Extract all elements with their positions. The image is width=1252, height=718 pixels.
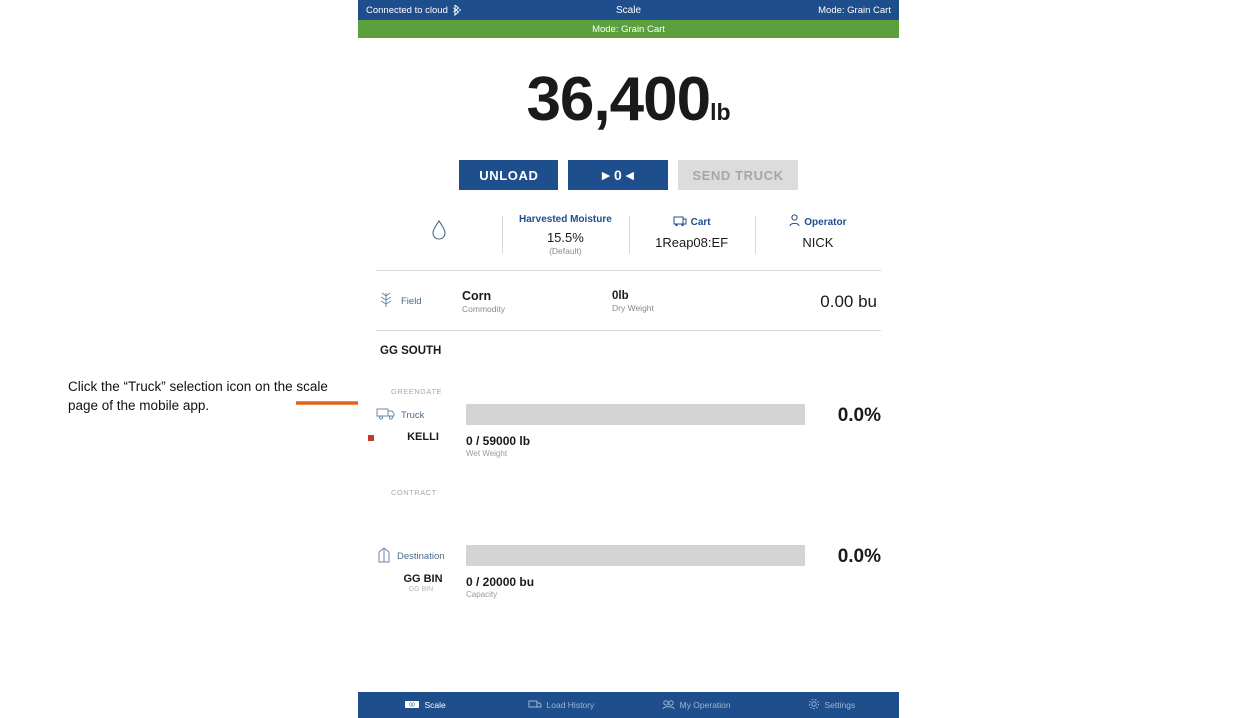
action-button-row bbox=[358, 160, 899, 190]
truck-label: Truck bbox=[401, 409, 425, 421]
tab-scale[interactable] bbox=[358, 692, 493, 718]
truck-amount-label: Wet Weight bbox=[466, 449, 508, 458]
dry-weight-block bbox=[612, 290, 820, 313]
cart-head bbox=[633, 214, 751, 231]
dry-weight-value: 0lb bbox=[612, 290, 629, 302]
send-truck-button[interactable]: SEND TRUCK bbox=[678, 160, 797, 190]
tab-my-operation[interactable] bbox=[629, 692, 764, 718]
commodity-block bbox=[462, 289, 612, 314]
truck-icon-label[interactable] bbox=[376, 406, 466, 424]
commodity-label: Commodity bbox=[462, 304, 505, 314]
mobile-app-window bbox=[358, 0, 899, 718]
moisture-icon-cell bbox=[376, 214, 502, 256]
truck-name: KELLI bbox=[407, 431, 439, 443]
tab-bar bbox=[358, 692, 899, 718]
field-icon bbox=[376, 291, 396, 312]
contract-caption: CONTRACT bbox=[391, 488, 437, 497]
mode-bar-label: Mode: Grain Cart bbox=[592, 23, 665, 35]
operator-value: NICK bbox=[802, 235, 834, 250]
svg-text:00: 00 bbox=[409, 702, 416, 708]
unload-button[interactable]: UNLOAD bbox=[459, 160, 558, 190]
destination-progress-block bbox=[466, 541, 805, 599]
destination-amount-label: Capacity bbox=[466, 590, 498, 599]
operator-label: Operator bbox=[804, 216, 847, 228]
field-row[interactable] bbox=[376, 289, 881, 331]
truck-name-wrap bbox=[376, 431, 466, 443]
mode-bar bbox=[358, 20, 899, 38]
connection-label: Connected to cloud bbox=[366, 4, 448, 16]
destination-row[interactable] bbox=[376, 541, 881, 599]
truck-selector[interactable] bbox=[376, 400, 466, 443]
field-name: GG SOUTH bbox=[380, 345, 442, 357]
destination-name: GG BIN bbox=[403, 573, 443, 585]
harvested-moisture-cell[interactable] bbox=[502, 214, 628, 256]
truck-progress-block bbox=[466, 400, 805, 458]
truck-row[interactable] bbox=[376, 400, 881, 458]
cart-value: 1Reap08:EF bbox=[655, 235, 729, 250]
operator-icon bbox=[789, 214, 800, 231]
destination-progress-bar bbox=[466, 545, 805, 566]
tab-settings-label: Settings bbox=[824, 700, 856, 710]
history-icon bbox=[528, 699, 542, 712]
water-drop-icon bbox=[380, 220, 498, 245]
scale-icon bbox=[405, 699, 419, 712]
settings-icon bbox=[808, 698, 820, 712]
operation-icon bbox=[662, 699, 675, 712]
truck-progress-bar bbox=[466, 404, 805, 425]
status-bar bbox=[358, 0, 899, 20]
zero-scale-button[interactable]: ►0◄ bbox=[568, 160, 668, 190]
info-strip bbox=[376, 214, 881, 271]
destination-name-sub: GG BIN bbox=[408, 586, 434, 593]
weight-unit: lb bbox=[710, 99, 731, 125]
tab-my-operation-label: My Operation bbox=[679, 700, 731, 710]
annotation-text: Click the “Truck” selection icon on the scale page of the mobile app. bbox=[68, 379, 328, 413]
cart-label: Cart bbox=[690, 216, 711, 228]
greengate-caption: GREENGATE bbox=[391, 387, 443, 396]
dry-weight-label: Dry Weight bbox=[612, 303, 654, 313]
truck-status-badge bbox=[368, 435, 374, 441]
commodity-value: Corn bbox=[462, 289, 492, 303]
weight-readout bbox=[358, 38, 899, 138]
truck-percent: 0.0% bbox=[837, 405, 881, 426]
operator-head bbox=[759, 214, 877, 231]
tab-load-history[interactable] bbox=[493, 692, 628, 718]
bin-icon bbox=[376, 547, 392, 566]
harvested-moisture-sub: (Default) bbox=[549, 246, 582, 256]
field-label: Field bbox=[401, 296, 422, 307]
tab-scale-label: Scale bbox=[424, 700, 446, 710]
truck-icon[interactable] bbox=[376, 406, 396, 424]
destination-label: Destination bbox=[397, 551, 445, 562]
cart-icon bbox=[673, 214, 687, 231]
destination-percent: 0.0% bbox=[837, 546, 881, 567]
bushels-total: 0.00 bu bbox=[820, 291, 877, 311]
truck-amount: 0 / 59000 lb bbox=[466, 434, 531, 448]
field-icon-label[interactable] bbox=[376, 291, 462, 312]
destination-amount: 0 / 20000 bu bbox=[466, 575, 535, 589]
destination-selector[interactable] bbox=[376, 541, 466, 593]
harvested-moisture-label: Harvested Moisture bbox=[518, 214, 612, 225]
harvested-moisture-value: 15.5% bbox=[546, 230, 584, 245]
status-bar-title: Scale bbox=[615, 4, 641, 16]
status-bar-mode: Mode: Grain Cart bbox=[818, 4, 891, 16]
operator-cell[interactable] bbox=[755, 214, 881, 256]
destination-icon-label[interactable] bbox=[376, 547, 466, 566]
cart-cell[interactable] bbox=[629, 214, 755, 256]
tab-load-history-label: Load History bbox=[546, 700, 595, 710]
weight-value: 36,400 bbox=[526, 65, 711, 134]
tab-settings[interactable] bbox=[764, 692, 899, 718]
